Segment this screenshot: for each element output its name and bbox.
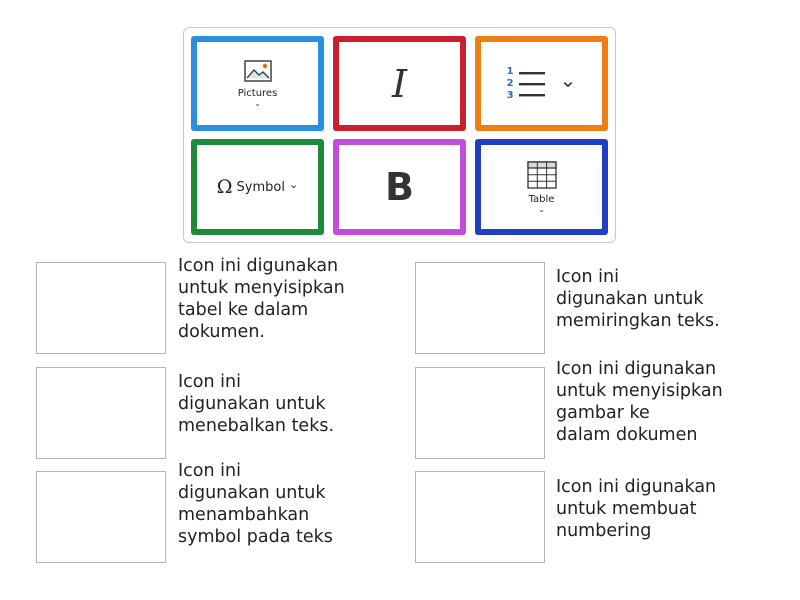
description-text: Icon ini digunakan untuk membuat numbering [556,477,717,541]
answer-drop-box[interactable] [415,471,545,563]
numbering-tile-body [481,42,602,125]
table-label: Table [528,193,555,205]
numbering-tile[interactable] [475,36,608,131]
table-tile[interactable] [475,139,608,235]
description-text: Icon ini digunakan untuk menyisipkan tabel ke dalam dokumen. [178,256,345,342]
symbol-tile-body [197,145,318,229]
bold-tile-body [339,145,460,229]
symbol-row [217,176,298,198]
answer-drop-box[interactable] [415,367,545,459]
digit-1: 1 [506,65,514,77]
pictures-label: Pictures [237,87,278,99]
numbering-row [507,66,577,102]
answer-drop-box[interactable] [36,262,166,354]
symbol-tile[interactable] [191,139,324,235]
italic-tile-body [339,42,460,125]
list-lines-icon [518,67,546,101]
numbered-list-icon [507,66,546,102]
bold-icon: B [385,165,414,209]
table-grid-icon [527,161,557,189]
bold-tile[interactable] [333,139,466,235]
chevron-down-icon: ⌄ [538,204,545,214]
italic-tile[interactable] [333,36,466,131]
table-tile-body [481,145,602,229]
italic-icon: I [391,61,407,106]
chevron-down-icon: ⌄ [254,98,261,108]
numbering-digits [507,66,514,102]
answer-drop-box[interactable] [36,367,166,459]
chevron-down-icon: ⌄ [288,178,299,191]
omega-icon: Ω [216,176,233,198]
description-text: Icon ini digunakan untuk menambahkan symbol pada teks [178,461,333,547]
digit-2: 2 [506,77,514,89]
symbol-label: Symbol [236,179,285,195]
answer-drop-box[interactable] [36,471,166,563]
pictures-tile-body [197,42,318,125]
description-text: Icon ini digunakan untuk memiringkan teks. [556,267,720,331]
description-text: Icon ini digunakan untuk menyisipkan gambar ke dalam dokumen [556,359,723,445]
answer-drop-box[interactable] [415,262,545,354]
chevron-down-icon: ⌄ [559,67,577,92]
description-text: Icon ini digunakan untuk menebalkan teks. [178,372,335,436]
pictures-tile[interactable] [191,36,324,131]
digit-3: 3 [506,89,514,101]
image-icon [244,60,272,82]
icon-tiles-panel [183,27,616,243]
